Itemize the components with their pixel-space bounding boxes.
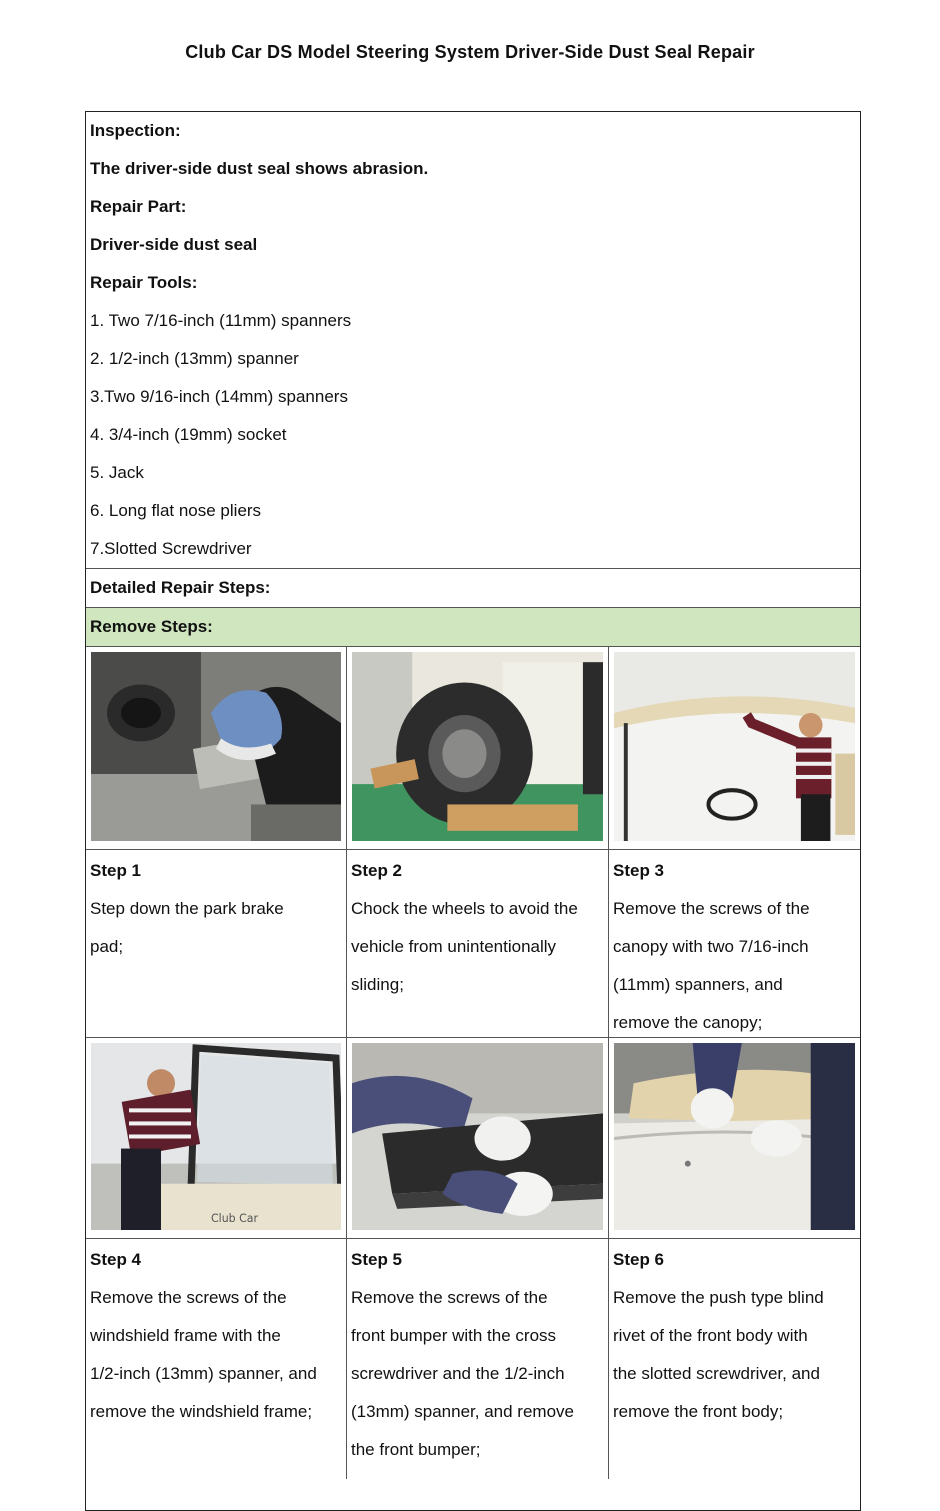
tool-item: 5. Jack: [90, 463, 144, 482]
detailed-steps-label: Detailed Repair Steps:: [86, 568, 860, 607]
tool-item: 2. 1/2-inch (13mm) spanner: [90, 349, 299, 368]
step-1-photo: [91, 652, 341, 841]
repair-part-label: Repair Part:: [90, 197, 187, 216]
step-text: vehicle from unintentionally: [351, 937, 557, 956]
step-text: Remove the screws of the: [613, 899, 810, 918]
tool-item: 4. 3/4-inch (19mm) socket: [90, 425, 287, 444]
info-section: [86, 112, 860, 568]
tool-item: 1. Two 7/16-inch (11mm) spanners: [90, 311, 352, 330]
step-text: sliding;: [351, 975, 404, 994]
text-row: [86, 1239, 860, 1479]
steps-grid: [86, 646, 860, 1479]
step-2-cell: [347, 850, 609, 1037]
step-title: Step 1: [90, 861, 142, 880]
tool-item: 7.Slotted Screwdriver: [90, 539, 252, 558]
step-title: Step 3: [613, 861, 665, 880]
step-text: remove the windshield frame;: [90, 1402, 313, 1421]
step-6-cell: [609, 1239, 860, 1479]
svg-text:Club Car: Club Car: [211, 1211, 259, 1225]
step-text: Remove the push type blind: [613, 1288, 824, 1307]
image-row: [86, 1038, 860, 1239]
step-text: Remove the screws of the: [351, 1288, 548, 1307]
step-4-cell: [86, 1239, 347, 1479]
step-5-photo: [352, 1043, 603, 1230]
step-3-photo: [614, 652, 855, 841]
step-6-photo: [614, 1043, 855, 1230]
step-1-cell: [86, 850, 347, 1037]
step-3-cell: [609, 850, 860, 1037]
step-5-cell: [347, 1239, 609, 1479]
step-4-photo: [91, 1043, 341, 1230]
step-text: remove the front body;: [613, 1402, 784, 1421]
step-text: the slotted screwdriver, and: [613, 1364, 820, 1383]
step-text: pad;: [90, 937, 124, 956]
step-text: windshield frame with the: [90, 1326, 281, 1345]
step-text: screwdriver and the 1/2-inch: [351, 1364, 565, 1383]
step-text: 1/2-inch (13mm) spanner, and: [90, 1364, 317, 1383]
repair-table: [85, 111, 861, 1511]
step-text: (11mm) spanners, and: [613, 975, 783, 994]
step-text: Step down the park brake: [90, 899, 284, 918]
inspection-text: The driver-side dust seal shows abrasion.: [90, 159, 429, 178]
step-title: Step 4: [90, 1250, 142, 1269]
step-title: Step 5: [351, 1250, 403, 1269]
inspection-label: Inspection:: [90, 121, 181, 140]
step-title: Step 2: [351, 861, 403, 880]
repair-part-text: Driver-side dust seal: [90, 235, 258, 254]
step-text: remove the canopy;: [613, 1013, 763, 1032]
remove-steps-label: Remove Steps:: [86, 607, 860, 646]
step-text: (13mm) spanner, and remove: [351, 1402, 574, 1421]
step-text: Remove the screws of the: [90, 1288, 287, 1307]
step-title: Step 6: [613, 1250, 665, 1269]
step-text: front bumper with the cross: [351, 1326, 557, 1345]
step-text: rivet of the front body with: [613, 1326, 808, 1345]
repair-tools-label: Repair Tools:: [90, 273, 198, 292]
page-title: Club Car DS Model Steering System Driver-Side Dust Seal Repair: [185, 42, 755, 62]
step-2-photo: [352, 652, 603, 841]
tool-item: 3.Two 9/16-inch (14mm) spanners: [90, 387, 348, 406]
step-text: Chock the wheels to avoid the: [351, 899, 578, 918]
tool-item: 6. Long flat nose pliers: [90, 501, 262, 520]
step-text: canopy with two 7/16-inch: [613, 937, 809, 956]
step-text: the front bumper;: [351, 1440, 481, 1459]
text-row: [86, 850, 860, 1038]
image-row: [86, 647, 860, 850]
